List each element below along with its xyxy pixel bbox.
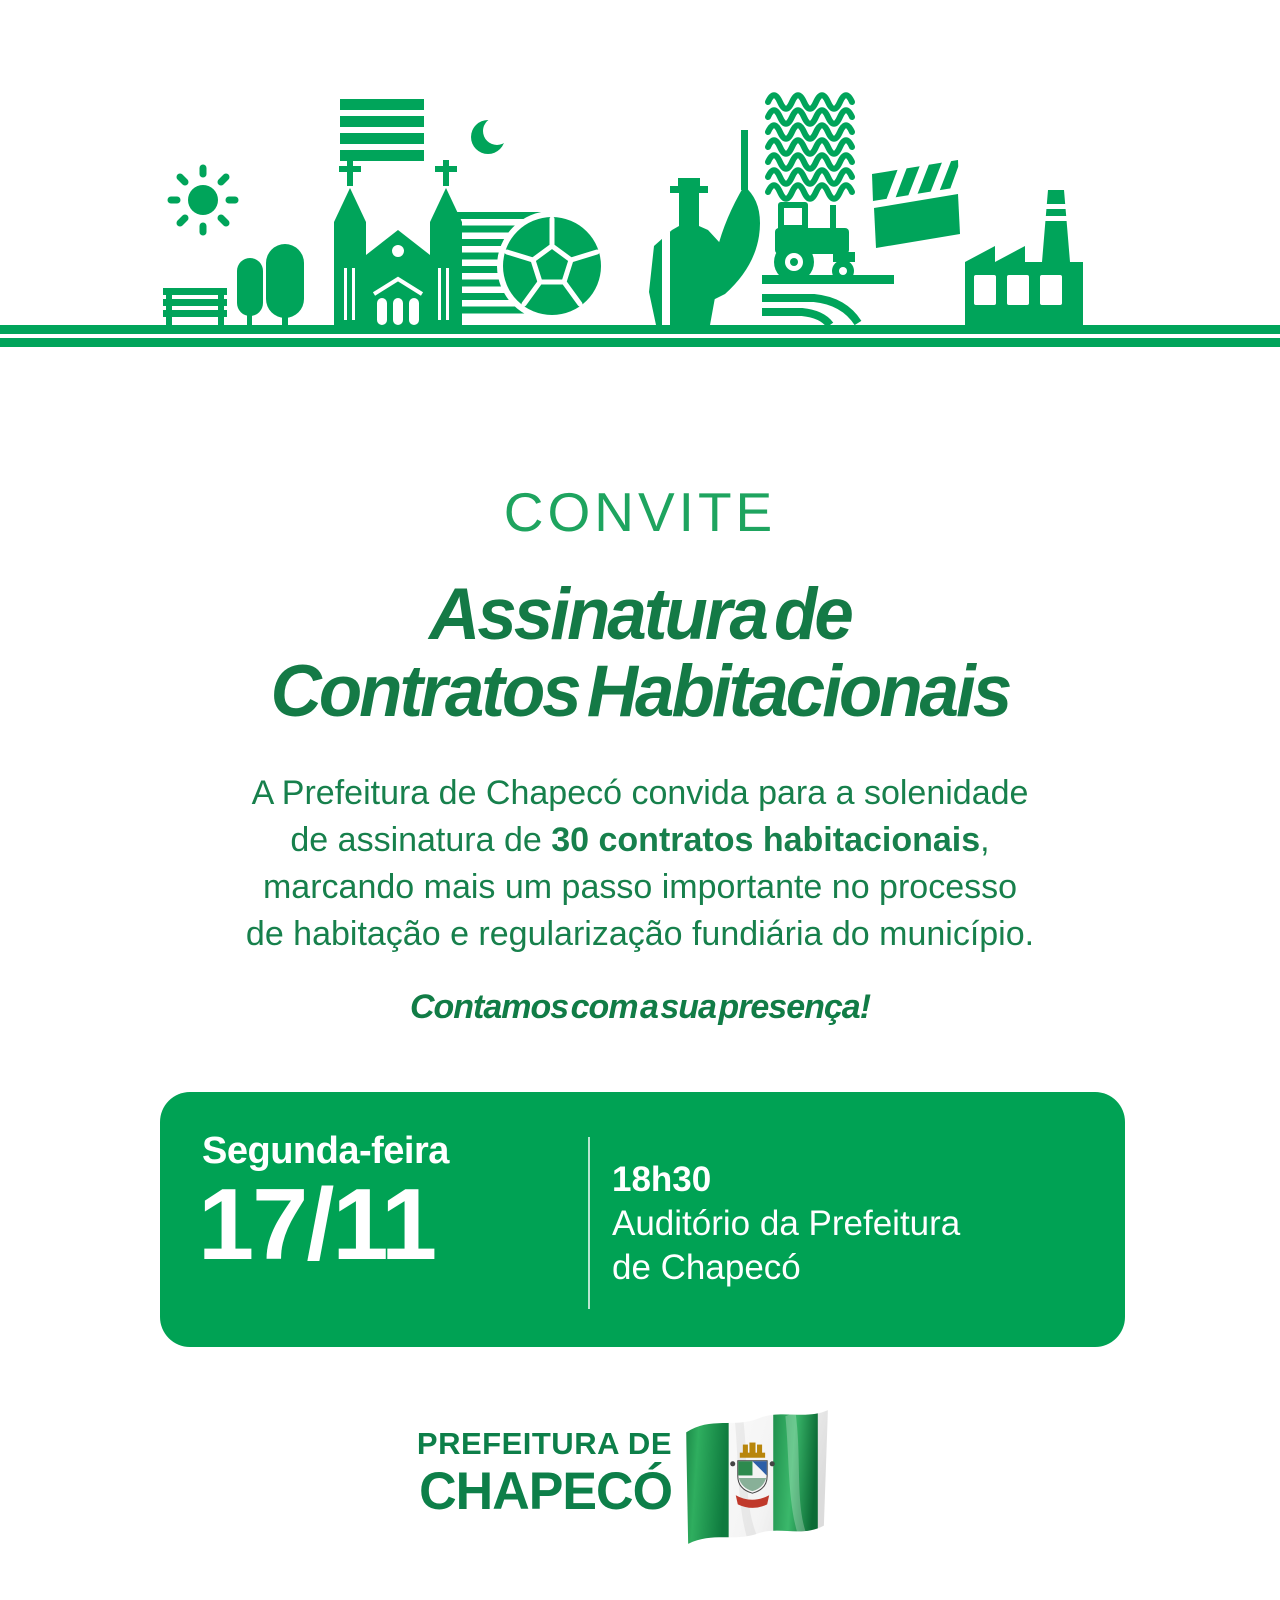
kicker-convite: CONVITE <box>503 481 777 543</box>
org-name-line2: CHAPECÓ <box>419 1462 672 1521</box>
ground-lines <box>0 325 1280 347</box>
moon-icon <box>471 117 511 154</box>
factory-icon <box>965 190 1083 325</box>
invite-body <box>0 770 1280 958</box>
org-name-line1: PREFEITURA DE <box>416 1426 672 1461</box>
sun-icon <box>171 168 235 232</box>
clapperboard-icon <box>872 158 962 248</box>
chapeco-flag-icon <box>676 1400 834 1558</box>
statue-icon <box>649 130 760 325</box>
invite-title-line2: Contratos Habitacionais <box>270 651 1010 732</box>
event-card <box>160 1092 1125 1347</box>
event-date: 17/11 <box>198 1169 436 1281</box>
body-line-2-pre: de assinatura de <box>290 821 552 859</box>
invite-title-line1: Assinatura de <box>429 574 851 655</box>
body-line-1: A Prefeitura de Chapecó convida para a solenidade <box>251 774 1029 812</box>
bench-icon <box>163 288 227 325</box>
water-waves-icon <box>768 95 852 199</box>
body-line-3: marcando mais um passo importante no processo <box>262 868 1018 906</box>
body-line-4: de habitação e regularização fundiária do município. <box>245 915 1035 953</box>
event-time: 18h30 <box>612 1160 712 1199</box>
card-divider <box>588 1137 590 1309</box>
city-skyline-illustration <box>0 60 1280 350</box>
tractor-icon <box>774 202 855 282</box>
event-venue-line1: Auditório da Prefeitura <box>612 1204 961 1243</box>
event-details <box>612 1158 960 1290</box>
event-venue-line2: de Chapecó <box>612 1248 801 1287</box>
footer-logo-text <box>400 1426 672 1521</box>
church-icon <box>334 160 462 325</box>
flag-stripes-icon <box>340 99 424 161</box>
soccer-ball-icon <box>497 211 607 321</box>
field-icon <box>762 275 894 325</box>
body-line-2-post: , <box>980 821 990 859</box>
invite-title <box>19 576 1261 730</box>
trees-icon <box>237 244 304 325</box>
body-line-2-bold: 30 contratos habitacionais <box>551 821 981 859</box>
cta-text: Contamos com a sua presença! <box>409 988 871 1026</box>
body-line-2 <box>0 817 1280 864</box>
event-weekday: Segunda-feira <box>202 1130 449 1172</box>
